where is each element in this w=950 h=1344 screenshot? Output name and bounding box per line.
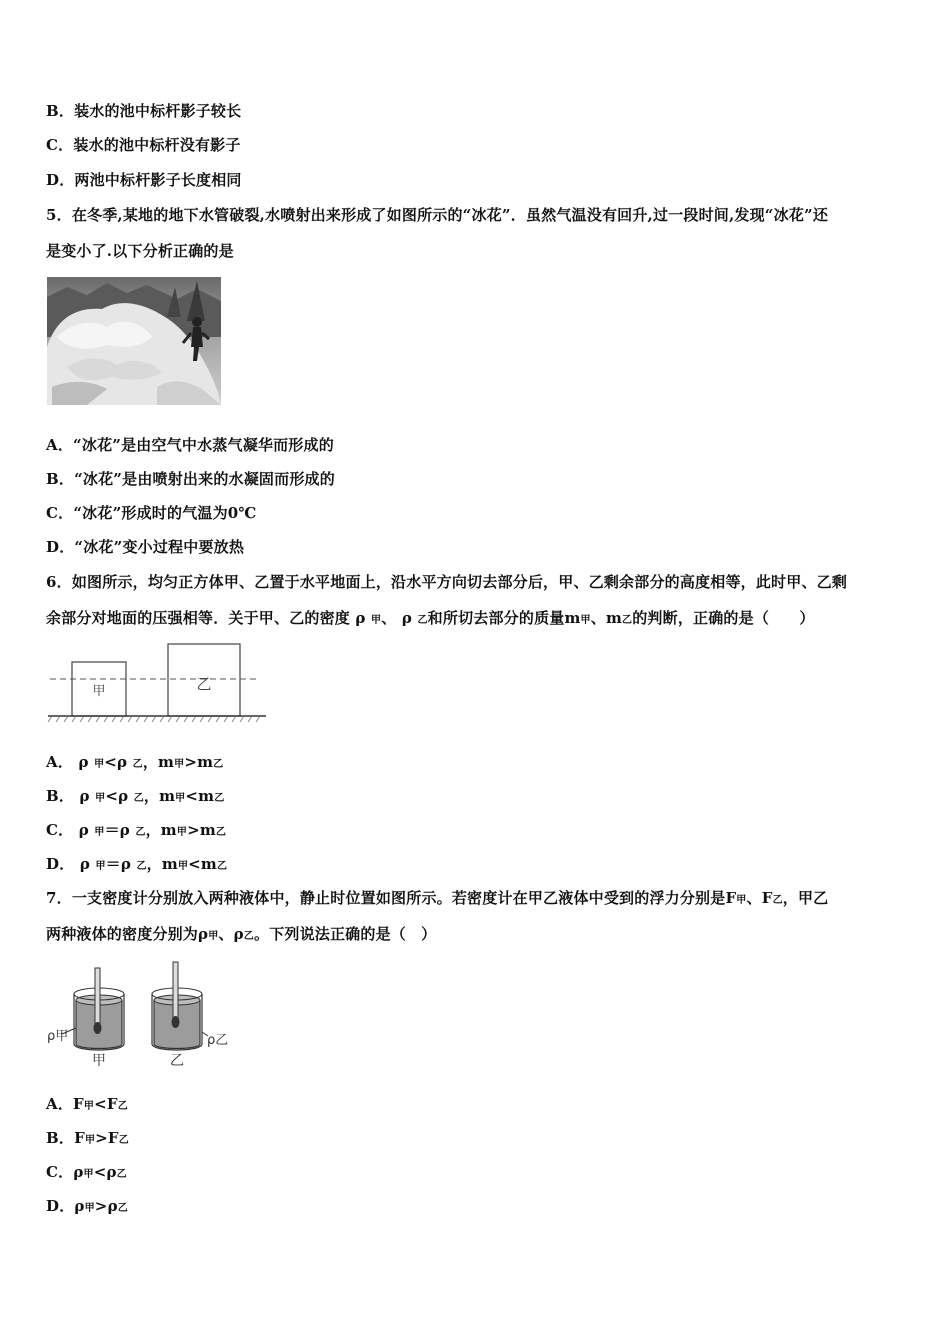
- beaker-yi: [152, 962, 208, 1050]
- q4-option-c: C．装水的池中标杆没有影子: [46, 136, 241, 154]
- q7-option-b: B．F甲>F乙: [46, 1129, 129, 1147]
- q6-option-b: B． ρ 甲<ρ 乙，m甲<m乙: [46, 787, 225, 805]
- q6-option-a: A． ρ 甲<ρ 乙，m甲>m乙: [46, 753, 224, 771]
- q5-stem-line2: 是变小了.以下分析正确的是: [46, 242, 234, 260]
- q5-option-d: D．“冰花”变小过程中要放热: [46, 538, 245, 556]
- q6-stem-text-d: 、m: [590, 609, 623, 627]
- q7-option-c: C．ρ甲<ρ乙: [46, 1163, 127, 1181]
- q6-option-c: C． ρ 甲＝ρ 乙，m甲>m乙: [46, 821, 227, 839]
- q5-option-c: C．“冰花”形成时的气温为0℃: [46, 504, 257, 522]
- q5-option-a: A．“冰花”是由空气中水蒸气凝华而形成的: [46, 436, 334, 454]
- q6-stem-sub: 乙: [622, 615, 633, 626]
- beaker-jia-label: 甲: [92, 1053, 106, 1069]
- q4-option-d: D．两池中标杆影子长度相同: [46, 171, 242, 189]
- q5-option-b: B．“冰花”是由喷射出来的水凝固而形成的: [46, 470, 335, 488]
- q6-stem-sub: 甲: [371, 615, 382, 626]
- q6-stem-text-c: 和所切去部分的质量m: [427, 609, 581, 627]
- cubes-diagram: [46, 642, 268, 724]
- cube-yi-label: 乙: [196, 675, 212, 693]
- rho-yi-label: ρ乙: [207, 1033, 228, 1048]
- q7-stem-line1: 7．一支密度计分别放入两种液体中，静止时位置如图所示。若密度计在甲乙液体中受到的浮力分别是F甲、F乙，甲乙: [46, 889, 829, 907]
- ice-flower-photo: [47, 277, 221, 405]
- q5-stem-line1: 5．在冬季,某地的地下水管破裂,水喷射出来形成了如图所示的“冰花”．虽然气温没有回升,过一段时间,发现“冰花”还: [46, 206, 829, 224]
- beaker-yi-label: 乙: [170, 1053, 184, 1069]
- q6-stem-text-e: 的判断，正确的是（ ）: [632, 609, 815, 627]
- q7-option-d: D．ρ甲>ρ乙: [46, 1197, 128, 1215]
- q6-stem-text-b: 、 ρ: [381, 609, 418, 627]
- q7-option-a: A．F甲<F乙: [46, 1095, 128, 1113]
- q6-option-d: D． ρ 甲＝ρ 乙，m甲<m乙: [46, 855, 228, 873]
- q6-stem-sub: 甲: [580, 615, 591, 626]
- q6-stem-text-a: 余部分对地面的压强相等．关于甲、乙的密度 ρ: [46, 609, 372, 627]
- q6-stem-line1: 6．如图所示，均匀正方体甲、乙置于水平地面上，沿水平方向切去部分后，甲、乙剩余部分的高度相等，此时甲、乙剩: [46, 573, 848, 591]
- rho-jia-label: ρ甲: [47, 1029, 69, 1044]
- q7-stem-line2: 两种液体的密度分别为ρ甲、ρ乙。下列说法正确的是（ ）: [46, 925, 437, 943]
- hydrometer-diagram: [46, 960, 228, 1070]
- cube-jia-label: 甲: [92, 684, 106, 699]
- q4-option-b: B．装水的池中标杆影子较长: [46, 102, 242, 120]
- beaker-jia: [62, 968, 124, 1050]
- q6-stem-line2: [46, 608, 815, 631]
- q6-stem-sub: 乙: [417, 615, 428, 626]
